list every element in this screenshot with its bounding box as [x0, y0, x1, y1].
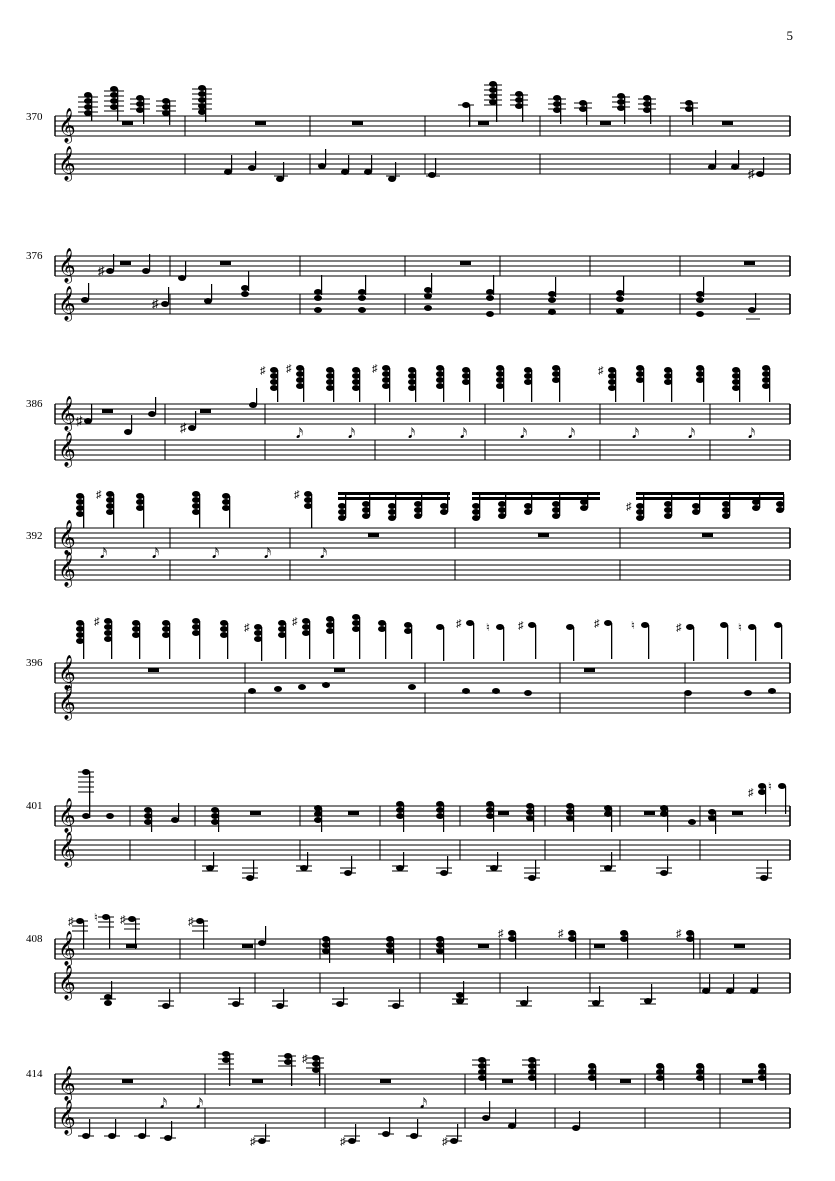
svg-text:𝅘𝅥𝅯: 𝅘𝅥𝅯 — [196, 1097, 204, 1112]
system-8-staves — [0, 1040, 835, 1170]
svg-text:♯: ♯ — [294, 489, 300, 501]
music-system-2 — [0, 238, 835, 348]
svg-text:♯: ♯ — [120, 914, 126, 926]
svg-text:♯: ♯ — [302, 1053, 308, 1065]
music-system-3 — [0, 352, 835, 477]
measure-number-376: 376 — [26, 250, 43, 262]
svg-text:♮: ♮ — [738, 622, 742, 634]
system-1-staves — [0, 75, 835, 200]
svg-text:♯: ♯ — [748, 787, 754, 799]
svg-text:♯: ♯ — [98, 263, 105, 278]
measure-number-386: 386 — [26, 398, 43, 410]
system-4-staves — [0, 482, 835, 592]
svg-text:𝅘𝅥𝅯: 𝅘𝅥𝅯 — [408, 427, 416, 442]
svg-text:𝄞: 𝄞 — [58, 287, 76, 320]
measure-number-392: 392 — [26, 530, 43, 542]
svg-text:♯: ♯ — [260, 365, 266, 377]
system-7-staves — [0, 905, 835, 1025]
svg-text:𝄞: 𝄞 — [58, 521, 76, 554]
svg-text:𝄞: 𝄞 — [58, 686, 76, 719]
music-system-7 — [0, 905, 835, 1025]
svg-text:𝄞: 𝄞 — [58, 1067, 76, 1100]
svg-text:♯: ♯ — [676, 928, 682, 940]
svg-text:♮: ♮ — [94, 912, 98, 924]
svg-text:♯: ♯ — [68, 916, 74, 928]
svg-text:♯: ♯ — [748, 166, 755, 181]
svg-text:♯: ♯ — [594, 618, 600, 630]
svg-text:♯: ♯ — [498, 928, 504, 940]
svg-text:𝅘𝅥𝅯: 𝅘𝅥𝅯 — [152, 547, 160, 562]
system-6-staves — [0, 760, 835, 890]
svg-text:𝄞: 𝄞 — [58, 1101, 76, 1134]
svg-text:♮: ♮ — [768, 781, 772, 793]
svg-text:♯: ♯ — [456, 618, 462, 630]
svg-text:𝄞: 𝄞 — [58, 799, 76, 832]
svg-text:𝅘𝅥𝅯: 𝅘𝅥𝅯 — [688, 427, 696, 442]
svg-text:𝅘𝅥𝅯: 𝅘𝅥𝅯 — [100, 547, 108, 562]
svg-text:♯: ♯ — [96, 489, 102, 501]
svg-text:♯: ♯ — [626, 501, 632, 513]
svg-text:𝅘𝅥𝅯: 𝅘𝅥𝅯 — [632, 427, 640, 442]
svg-text:♯: ♯ — [292, 616, 298, 628]
svg-text:♮: ♮ — [631, 620, 635, 632]
svg-text:𝅘𝅥𝅯: 𝅘𝅥𝅯 — [348, 427, 356, 442]
system-2-staves — [0, 238, 835, 348]
page-number: 5 — [786, 28, 793, 43]
svg-text:♯: ♯ — [442, 1136, 448, 1148]
svg-text:𝅘𝅥𝅯: 𝅘𝅥𝅯 — [264, 547, 272, 562]
svg-text:𝅘𝅥𝅯: 𝅘𝅥𝅯 — [460, 427, 468, 442]
music-system-5 — [0, 605, 835, 730]
svg-text:𝄞: 𝄞 — [58, 249, 76, 282]
svg-text:𝅘𝅥𝅯: 𝅘𝅥𝅯 — [420, 1097, 428, 1112]
svg-text:♮: ♮ — [486, 622, 490, 634]
measure-number-408: 408 — [26, 933, 43, 945]
measure-number-401: 401 — [26, 800, 43, 812]
svg-text:𝄞: 𝄞 — [58, 656, 76, 689]
svg-text:𝅘𝅥𝅯: 𝅘𝅥𝅯 — [748, 427, 756, 442]
svg-text:♯: ♯ — [94, 616, 100, 628]
svg-text:♯: ♯ — [250, 1136, 256, 1148]
svg-text:𝄞: 𝄞 — [58, 966, 76, 999]
svg-text:♯: ♯ — [188, 916, 194, 928]
system-5-staves — [0, 605, 835, 730]
svg-text:♯: ♯ — [180, 420, 187, 435]
measure-number-396: 396 — [26, 657, 43, 669]
svg-text:𝅘𝅥𝅯: 𝅘𝅥𝅯 — [520, 427, 528, 442]
svg-text:𝅘𝅥𝅯: 𝅘𝅥𝅯 — [212, 547, 220, 562]
svg-text:♯: ♯ — [244, 622, 250, 634]
treble-clef-lower: 𝄞 — [58, 147, 76, 180]
svg-text:♯: ♯ — [286, 363, 292, 375]
svg-text:♯: ♯ — [372, 363, 378, 375]
svg-text:♯: ♯ — [76, 413, 83, 428]
svg-text:𝅘𝅥𝅯: 𝅘𝅥𝅯 — [568, 427, 576, 442]
svg-text:𝅘𝅥𝅯: 𝅘𝅥𝅯 — [296, 427, 304, 442]
svg-text:𝅘𝅥𝅯: 𝅘𝅥𝅯 — [320, 547, 328, 562]
svg-text:𝄞: 𝄞 — [58, 833, 76, 866]
measure-number-414: 414 — [26, 1068, 43, 1080]
svg-text:𝄞: 𝄞 — [58, 397, 76, 430]
treble-clef-upper: 𝄞 — [58, 109, 76, 142]
svg-text:♯: ♯ — [676, 622, 682, 634]
svg-text:♯: ♯ — [152, 296, 159, 311]
svg-text:♯: ♯ — [340, 1136, 346, 1148]
svg-text:𝅘𝅥𝅯: 𝅘𝅥𝅯 — [160, 1097, 168, 1112]
system-3-staves — [0, 352, 835, 477]
svg-text:𝄞: 𝄞 — [58, 932, 76, 965]
svg-text:𝄞: 𝄞 — [58, 553, 76, 586]
music-system-1 — [0, 75, 835, 195]
music-system-8 — [0, 1040, 835, 1170]
music-system-4 — [0, 482, 835, 592]
music-system-6 — [0, 760, 835, 890]
svg-text:♯: ♯ — [558, 928, 564, 940]
svg-text:𝄞: 𝄞 — [58, 433, 76, 466]
svg-text:♯: ♯ — [598, 365, 604, 377]
svg-text:♯: ♯ — [518, 620, 524, 632]
measure-number-370: 370 — [26, 111, 43, 123]
